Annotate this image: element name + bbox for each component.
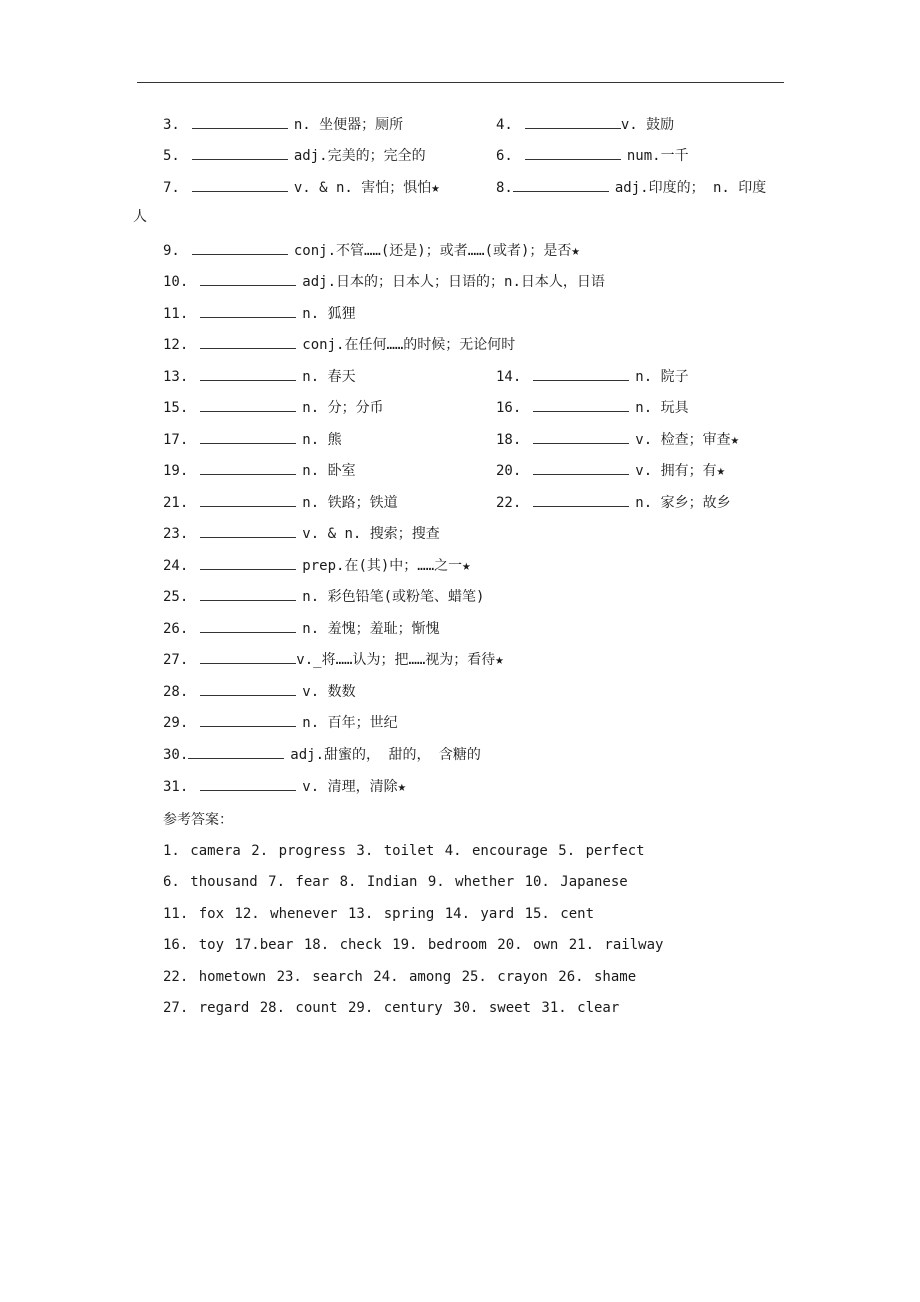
item-number: 25. [163,589,189,605]
item-number: 8. [496,180,513,196]
item-definition: n. 羞愧；羞耻；惭愧 [302,621,440,637]
answer-blank[interactable] [533,429,629,444]
answers-header: 参考答案： [163,812,233,828]
vocab-item-19 [163,460,356,480]
answers-line-3: 11. fox 12. whenever 13. spring 14. yard 15. cent [163,906,595,922]
item-number: 28. [163,684,189,700]
vocab-item-20 [496,460,725,480]
vocab-item-8 [496,177,766,197]
vocab-item-25 [163,586,484,606]
answer-blank[interactable] [188,744,284,759]
item-number: 13. [163,369,189,385]
item-definition: n. 分；分币 [302,400,384,416]
item-number: 9. [163,243,180,259]
item-definition: n. 彩色铅笔(或粉笔、蜡笔) [302,589,485,605]
answer-blank[interactable] [533,366,629,381]
answers-line-6: 27. regard 28. count 29. century 30. sweet 31. clear [163,1000,620,1016]
item-definition: prep.在(其)中；……之一★ [302,558,471,574]
item-definition: n. 家乡；故乡 [635,495,731,511]
answer-blank[interactable] [200,681,296,696]
answer-blank[interactable] [192,240,288,255]
vocab-item-18 [496,429,739,449]
item-definition: adj.甜蜜的， 甜的， 含糖的 [290,747,481,763]
item-definition: n. 百年；世纪 [302,715,398,731]
answer-blank[interactable] [200,492,296,507]
answer-blank[interactable] [192,145,288,160]
item-number: 19. [163,463,189,479]
item-definition: v. 数数 [302,684,356,700]
answer-blank[interactable] [200,776,296,791]
item-definition: n. 卧室 [302,463,356,479]
vocab-item-3 [163,114,403,134]
vocab-item-12 [163,334,515,354]
answer-blank[interactable] [200,366,296,381]
item-number: 14. [496,369,522,385]
answer-blank[interactable] [200,271,296,286]
answer-blank[interactable] [200,460,296,475]
item-number: 3. [163,117,180,133]
item-definition: v. & n. 搜索；搜查 [302,526,440,542]
vocab-item-9 [163,240,580,260]
item-number: 18. [496,432,522,448]
item-definition: conj.在任何……的时候；无论何时 [302,337,516,353]
answers-line-1: 1. camera 2. progress 3. toilet 4. encourage 5. perfect [163,843,645,859]
item-number: 17. [163,432,189,448]
item-definition: conj.不管……(还是)；或者……(或者)；是否★ [293,243,580,259]
item-number: 23. [163,526,189,542]
item-number: 7. [163,180,180,196]
vocab-item-31 [163,776,406,796]
item-definition: v. & n. 害怕；惧怕★ [293,180,440,196]
vocab-item-4 [496,114,674,134]
item-definition: num.一千 [626,148,689,164]
answer-blank[interactable] [525,145,621,160]
item-number: 21. [163,495,189,511]
answer-blank[interactable] [200,397,296,412]
vocab-item-15 [163,397,384,417]
item-definition: v._将……认为；把……视为；看待★ [296,652,504,668]
item-number: 30. [163,747,189,763]
answer-blank[interactable] [200,586,296,601]
item-definition: adj.日本的；日本人；日语的；n.日本人，日语 [302,274,605,290]
vocab-item-13 [163,366,356,386]
item-number: 16. [496,400,522,416]
item-number: 5. [163,148,180,164]
answer-blank[interactable] [192,114,288,129]
vocab-item-29 [163,712,398,732]
item-number: 4. [496,117,513,133]
item-definition: v. 鼓励 [620,117,675,133]
item-number: 20. [496,463,522,479]
answer-blank[interactable] [525,114,621,129]
vocab-item-5 [163,145,426,165]
answer-blank[interactable] [200,618,296,633]
answer-blank[interactable] [200,303,296,318]
answer-blank[interactable] [192,177,288,192]
answer-blank[interactable] [533,460,629,475]
item-number: 10. [163,274,189,290]
item-number: 6. [496,148,513,164]
item-number: 22. [496,495,522,511]
item-number: 24. [163,558,189,574]
header-rule [137,82,784,83]
vocab-item-8-continuation: 人 [133,209,147,225]
answers-line-5: 22. hometown 23. search 24. among 25. crayon 26. shame [163,969,637,985]
item-definition: v. 清理，清除★ [302,779,407,795]
item-definition: n. 春天 [302,369,356,385]
item-definition: n. 院子 [635,369,689,385]
vocab-item-24 [163,555,471,575]
vocab-item-27 [163,649,504,669]
answer-blank[interactable] [533,492,629,507]
answer-blank[interactable] [200,712,296,727]
vocab-item-23 [163,523,440,543]
item-definition: n. 熊 [302,432,342,448]
item-number: 27. [163,652,189,668]
item-definition: adj.完美的；完全的 [293,148,426,164]
item-number: 26. [163,621,189,637]
item-definition: n. 狐狸 [302,306,356,322]
item-number: 11. [163,306,189,322]
answer-blank[interactable] [200,523,296,538]
vocab-item-7 [163,177,440,197]
vocab-item-11 [163,303,356,323]
item-definition: n. 铁路；铁道 [302,495,398,511]
answer-blank[interactable] [200,555,296,570]
vocab-item-6 [496,145,689,165]
vocab-item-26 [163,618,440,638]
answers-line-4: 16. toy 17.bear 18. check 19. bedroom 20. own 21. railway [163,937,664,953]
vocab-item-17 [163,429,342,449]
vocab-item-21 [163,492,398,512]
item-definition: n. 玩具 [635,400,689,416]
answer-blank[interactable] [200,334,296,349]
item-definition: v. 检查；审查★ [635,432,740,448]
answers-line-2: 6. thousand 7. fear 8. Indian 9. whether 10. Japanese [163,874,628,890]
item-number: 29. [163,715,189,731]
vocab-item-14 [496,366,689,386]
item-definition: v. 拥有；有★ [635,463,726,479]
item-number: 12. [163,337,189,353]
vocab-item-16 [496,397,689,417]
vocab-item-10 [163,271,605,291]
item-number: 31. [163,779,189,795]
vocab-item-28 [163,681,356,701]
answer-blank[interactable] [200,429,296,444]
vocab-item-22 [496,492,731,512]
item-number: 15. [163,400,189,416]
answer-blank[interactable] [533,397,629,412]
answer-blank[interactable] [513,177,609,192]
answer-blank[interactable] [200,649,296,664]
item-definition: n. 坐便器；厕所 [293,117,404,133]
item-definition: adj.印度的； n. 印度 [614,180,767,196]
vocab-item-30 [163,744,481,764]
